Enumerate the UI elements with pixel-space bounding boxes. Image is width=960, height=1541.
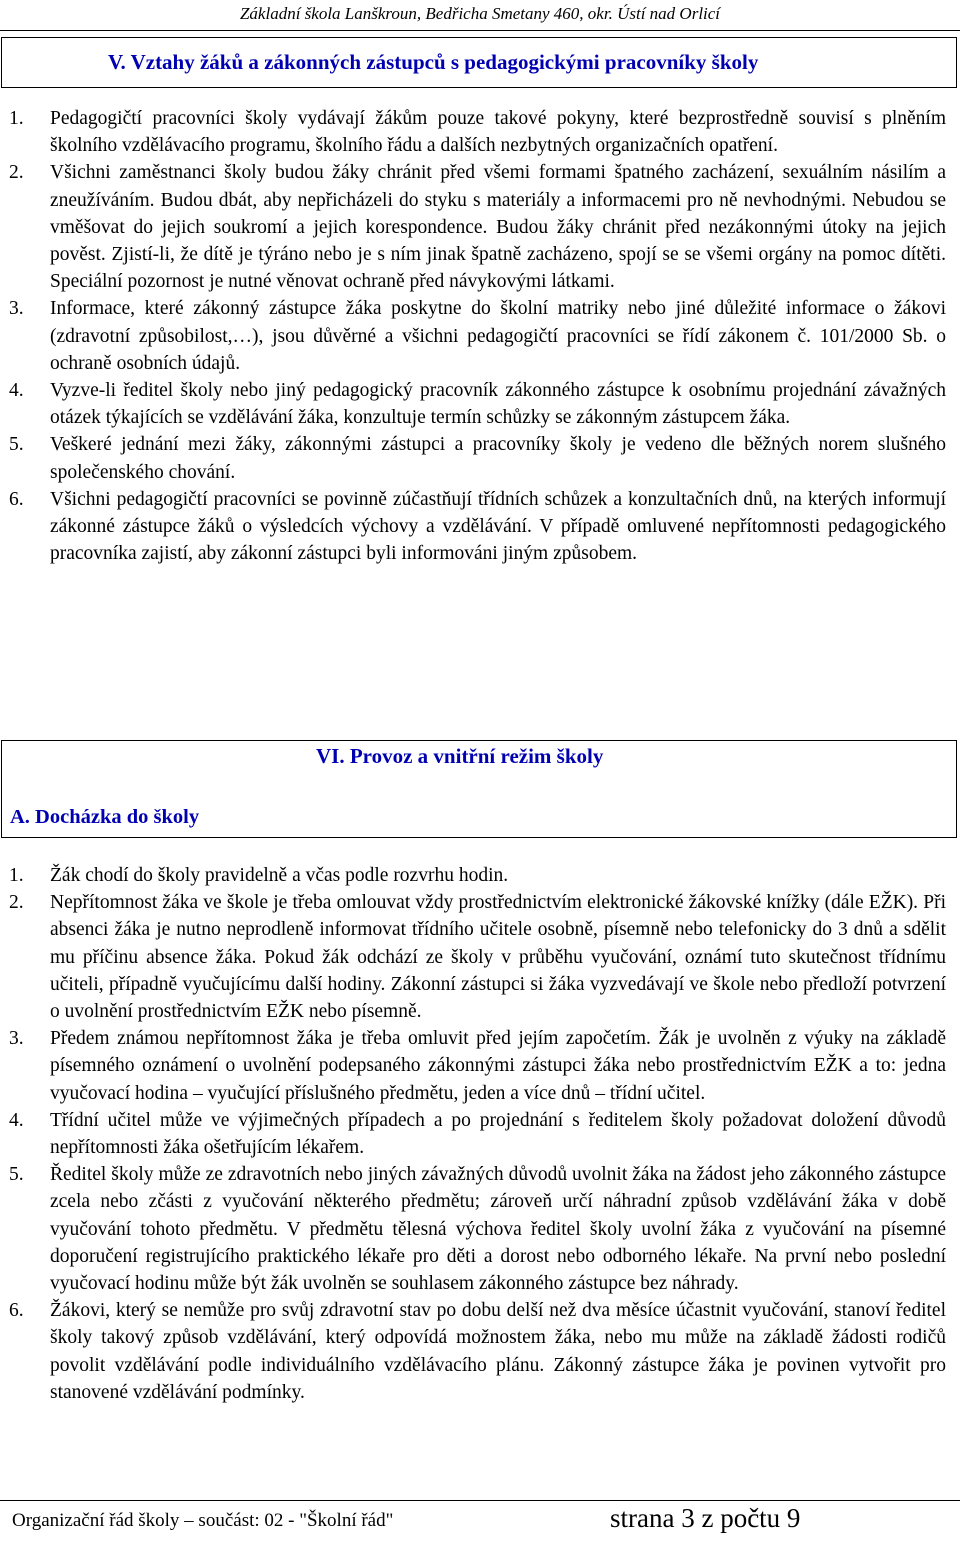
item-text: Všichni pedagogičtí pracovníci se povinně zúčastňují třídních schůzek a konzultačních dnů, na kterých informují zákonné zástupce žáků o výsledcích výchovy a vzdělávání. V případě omluvené nepřítomnosti pedagogického pracovníka zajistí, aby zákonní zástupci byli informováni jiným způsobem. bbox=[50, 488, 946, 565]
item-text: Třídní učitel může ve výjimečných případech a po projednání s ředitelem školy požadovat doložení důvodů nepřítomnosti žáka ošetřujícím lékařem. bbox=[50, 1109, 946, 1159]
section-v-list bbox=[9, 105, 946, 567]
item-number: 6. bbox=[9, 488, 24, 510]
list-item bbox=[9, 1161, 946, 1297]
section-vi-list bbox=[9, 862, 946, 1406]
list-item bbox=[9, 486, 946, 568]
list-item bbox=[9, 862, 946, 889]
item-text: Všichni zaměstnanci školy budou žáky chránit před všemi formami špatného zacházení, sexuálním násilím a zneužíváním. Budou dbát, aby nepřicházeli do styku s materiály a informacemi pro ně nevhodnými. Nebudou se vměšovat do jejich soukromí a jejich korespondence. Budou žáky chránit před nezákonnými útoky na jejich pověst. Zjistí-li, že dítě je týráno nebo je s ním jinak špatně zacházeno, spojí se se všemi orgány na pomoc dítěti. Speciální pozornost je nutné věnovat ochraně před návykovými látkami. bbox=[50, 162, 946, 293]
item-text: Veškeré jednání mezi žáky, zákonnými zástupci a pracovníky školy je vedeno dle běžných norem slušného společenského chování. bbox=[50, 434, 946, 483]
item-number: 6. bbox=[9, 1300, 24, 1322]
list-item bbox=[9, 1297, 946, 1406]
list-item bbox=[9, 295, 946, 377]
item-number: 2. bbox=[9, 892, 24, 914]
item-text: Vyzve-li ředitel školy nebo jiný pedagogický pracovník zákonného zástupce k osobnímu projednání závažných otázek týkajících se vzdělávání žáka, konzultuje termín schůzky se zákonným zástupcem žáka. bbox=[50, 380, 946, 429]
list-item bbox=[9, 889, 946, 1025]
section-v-title: V. Vztahy žáků a zákonných zástupců s pedagogickými pracovníky školy bbox=[108, 50, 759, 74]
item-text: Předem známou nepřítomnost žáka je třeba omluvit před jejím započetím. Žák je uvolněn z výuky na základě písemného oznámení o uvolnění podepsaného zákonnými zástupci žáka nebo prostřednictvím EŽK a to: jedna vyučovací hodina – vyučující příslušného předmětu, jeden a více dnů – třídní učitel. bbox=[50, 1028, 946, 1104]
list-item bbox=[9, 1107, 946, 1161]
list-item bbox=[9, 377, 946, 431]
list-item bbox=[9, 159, 946, 295]
header-rule bbox=[0, 30, 960, 31]
item-number: 1. bbox=[9, 865, 24, 886]
item-text: Ředitel školy může ze zdravotních nebo jiných závažných důvodů uvolnit žáka na žádost jeho zákonného zástupce zcela nebo zčásti z vyučování některého předmětu; zároveň určí náhradní způsob vzdělávání žáka v době vyučování tohoto předmětu. V předmětu tělesná výchova ředitel školy uvolní žáka z vyučování na písemné doporučení registrujícího praktického lékaře pro děti a dorost nebo odborného lékaře. Na první nebo poslední vyučovací hodinu může být žák uvolněn se souhlasem zákonného zástupce bez náhrady. bbox=[50, 1164, 946, 1295]
item-number: 4. bbox=[9, 1109, 24, 1131]
subsection-a-title: A. Docházka do školy bbox=[10, 806, 200, 828]
section-vi-title: VI. Provoz a vnitřní režim školy bbox=[316, 744, 604, 768]
footer-rule bbox=[0, 1500, 960, 1501]
item-text: Informace, které zákonný zástupce žáka poskytne do školní matriky nebo jiné důležité informace o žákovi (zdravotní způsobilost,…), jsou důvěrné a všichni pedagogičtí pracovníci se řídí zákonem č. 101/2000 Sb. o ochraně osobních údajů. bbox=[50, 298, 946, 374]
item-number: 3. bbox=[9, 1028, 24, 1050]
item-number: 1. bbox=[9, 108, 24, 129]
item-number: 4. bbox=[9, 380, 24, 402]
item-text: Nepřítomnost žáka ve škole je třeba omlouvat vždy prostřednictvím elektronické žákovské knížky (dále EŽK). Při absenci žáka je nutno neprodleně informovat třídního učitele osobně, písemně nebo telefonicky do 3 dnů a sdělit mu příčinu absence žáka. Pokud žák odchází ze školy v průběhu vyučování, oznámí tuto skutečnost třídnímu učiteli, případně vyučujícímu další hodiny. Zákonní zástupci si žáka vyzvedávají ve škole nebo předloží potvrzení o uvolnění prostřednictvím EŽK nebo písemně. bbox=[50, 892, 946, 1023]
list-item bbox=[9, 1025, 946, 1107]
item-text: Žák chodí do školy pravidelně a včas podle rozvrhu hodin. bbox=[50, 865, 509, 886]
item-number: 2. bbox=[9, 162, 24, 184]
item-number: 3. bbox=[9, 298, 24, 320]
item-number: 5. bbox=[9, 434, 24, 456]
list-item bbox=[9, 431, 946, 485]
item-text: Žákovi, který se nemůže pro svůj zdravotní stav po dobu delší než dva měsíce účastnit vyučování, stanoví ředitel školy takový způsob vzdělávání, který odpovídá možnostem žáka, nebo mu může na základě žádosti rodičů povolit vzdělávání podle individuálního vzdělávacího plánu. Zákonný zástupce žáka je povinen vytvořit pro stanovené vzdělávání podmínky. bbox=[50, 1300, 946, 1403]
footer-document-label: Organizační řád školy – součást: 02 - "Školní řád" bbox=[12, 1510, 394, 1531]
list-item bbox=[9, 105, 946, 159]
footer-page-number: strana 3 z počtu 9 bbox=[610, 1503, 801, 1533]
item-text: Pedagogičtí pracovníci školy vydávají žákům pouze takové pokyny, které bezprostředně souvisí s plněním školního vzdělávacího programu, školního řádu a dalších nezbytných organizačních opatření. bbox=[50, 108, 946, 157]
running-header: Základní škola Lanškroun, Bedřicha Smetany 460, okr. Ústí nad Orlicí bbox=[239, 4, 721, 23]
item-number: 5. bbox=[9, 1164, 24, 1186]
